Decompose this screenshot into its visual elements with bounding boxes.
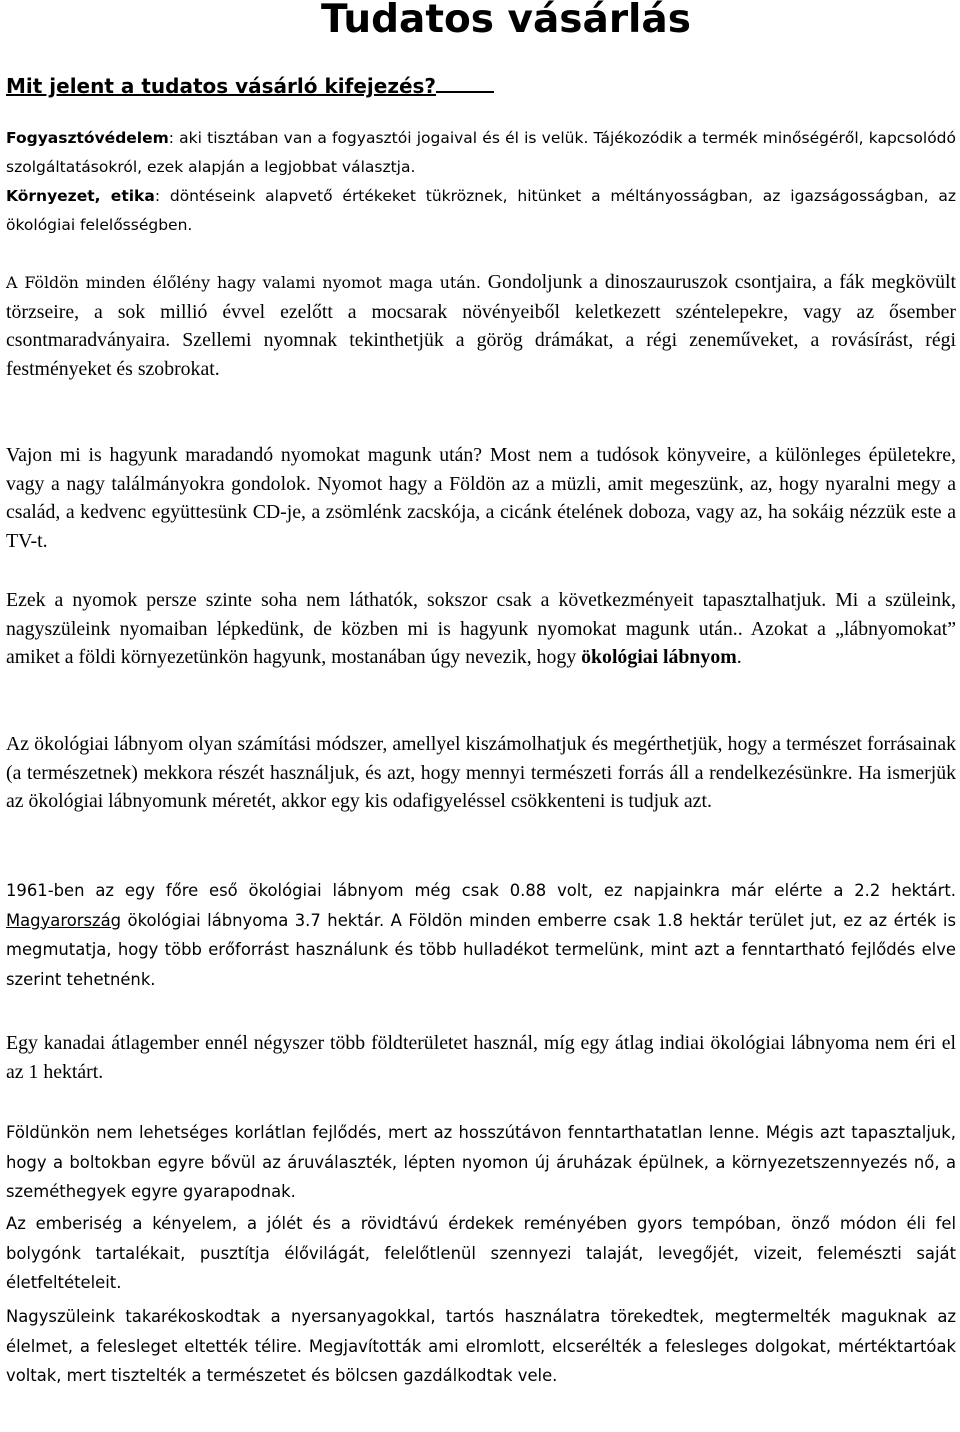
paragraph-our-traces: Vajon mi is hagyunk maradandó nyomokat magunk után? Most nem a tudósok könyveire, a különleges épületekre, vagy a nagy találmányokra gondolok. Nyomot hagy a Földön az a müzli, amit megeszünk, az, hogy nyaralni megy a család, a kedvenc együttesünk CD-je, a zsömlénk zacskója, a cicánk ételének doboza, vagy az, ha sokáig nézzük este a TV-t. xyxy=(6,444,956,552)
paragraph-grandparents: Nagyszüleink takarékoskodtak a nyersanyagokkal, tartós használatra törekedtek, megtermelték maguknak az élelmet, a felesleget eltették télire. Megjavították ami elromlott, elcserélték a felesleges dolgokat, mértéktartóak voltak, mert tisztelték a természetet és bölcsen gazdálkodtak vele. xyxy=(6,1307,956,1385)
paragraph-consumer-protection xyxy=(6,124,956,182)
paragraph-method: Az ökológiai lábnyom olyan számítási módszer, amellyel kiszámolhatjuk és megérthetjük, hogy a természet forrásainak (a természetnek) mekkora részét használjuk, és azt, hogy mennyi természeti forrás áll a rendelkezésünkre. Ha ismerjük az ökológiai lábnyomunk méretét, akkor egy kis odafigyeléssel csökkenteni is tudjuk azt. xyxy=(6,733,956,812)
paragraph-humanity: Az emberiség a kényelem, a jólét és a rövidtávú érdekek reményében gyors tempóban, önző módon éli fel bolygónk tartalékait, pusztítja élővilágát, felelőtlenül szennyezi talaját, levegőjét, vizeit, felemészti saját életfeltételeit. xyxy=(6,1214,956,1292)
paragraph-traces xyxy=(6,268,956,383)
fact-hungary: ökológiai lábnyoma 3.7 hektár. A Földön minden emberre csak 1.8 hektár terület jut, ez az érték is megmutatja, hogy több erőforrást használunk és több hulladékot termelünk, mint azt a fenntartható fejlődés elve szerint tehetnénk. xyxy=(6,910,956,989)
paragraph-growth: Földünkön nem lehetséges korlátlan fejlődés, mert az hosszútávon fenntarthatatlan lenne. Mégis azt tapasztaljuk, hogy a boltokban egyre bővül az áruválaszték, lépten nyomon új áruházak épülnek, a környezetszennyezés nő, a szeméthegyek egyre gyarapodnak. xyxy=(6,1123,956,1201)
paragraph-footprint-intro xyxy=(6,586,956,672)
footprint-intro-text: Ezek a nyomok persze szinte soha nem láthatók, sokszor csak a következményeit tapasztalhatjuk. Mi a szüleink, nagyszüleink nyomaiban lépkedünk, de közben mi is hagyunk nyomokat magunk után.. Azokat a „lábnyomokat” amiket a földi környezetünkön hagyunk, mostanában úgy nevezik, hogy xyxy=(6,589,956,668)
footprint-intro-end: . xyxy=(736,646,742,668)
traces-rest: Gondoljunk a dinoszauruszok csontjaira, a fák megkövült törzseire, a sok millió évvel ezelőtt a mocsarak növényeiből keletkezett széntelepekre, vagy az ősember csontmaradványaira. Szellemi nyomnak tekinthetjük a görög drámákat, a régi zeneműveket, a rovásírást, régi festményeket és szobrokat. xyxy=(6,271,956,380)
paragraph-canada: Egy kanadai átlagember ennél négyszer több földterületet használ, míg egy átlag indiai ökológiai lábnyoma nem éri el az 1 hektárt. xyxy=(6,1032,956,1083)
traces-first-sentence: A Földön minden élőlény hagy valami nyomot maga után. xyxy=(6,273,481,292)
fact-1961: 1961-ben az egy főre eső ökológiai lábnyom még csak 0.88 volt, ez napjainkra már elérte a 2.2 hektárt. xyxy=(6,881,956,900)
section-question xyxy=(6,68,494,104)
question-underline-trail xyxy=(436,71,494,93)
page-title: Tudatos vásárlás xyxy=(321,0,691,42)
paragraph-1961 xyxy=(6,876,956,994)
environment-ethics-text: : döntéseink alapvető értékeket tükröznek, hitünket a méltányosságban, az igazságosságban, az ökológiai felelősségben. xyxy=(6,187,956,234)
term-ecological-footprint: ökológiai lábnyom xyxy=(581,646,737,668)
term-consumer-protection: Fogyasztóvédelem xyxy=(6,129,169,147)
hungary-link[interactable]: Magyarország xyxy=(6,910,122,930)
question-text: Mit jelent a tudatos vásárló kifejezés? xyxy=(6,74,437,98)
term-environment-ethics: Környezet, etika xyxy=(6,187,155,205)
consumer-protection-text: : aki tisztában van a fogyasztói jogaival és él is velük. Tájékozódik a termék minőségéről, kapcsolódó szolgáltatásokról, ezek alapján a legjobbat választja. xyxy=(6,129,956,176)
paragraph-environment-ethics xyxy=(6,182,956,240)
